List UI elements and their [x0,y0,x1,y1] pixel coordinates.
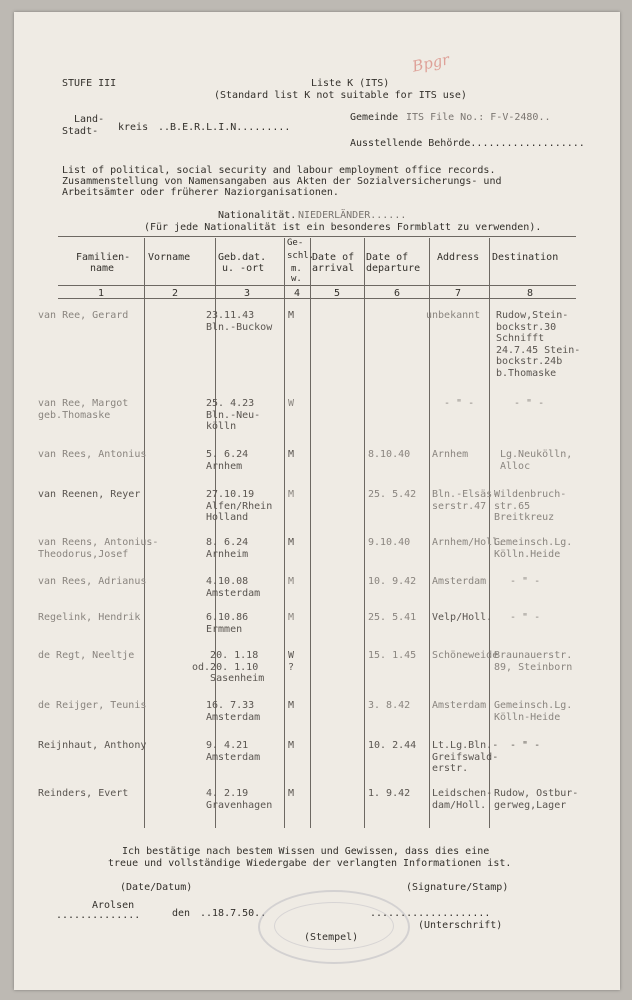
row-9-geschlecht: M [288,700,295,711]
col-number-7: 7 [455,288,462,299]
row-1-familienname: van Ree, Gerard [38,310,129,321]
row-8-geschlecht: W ? [288,650,295,673]
signature-dotted-line: .................... [370,908,491,919]
col-arrival-header: Date of [312,252,355,263]
row-5-departure: 9.10.40 [368,537,411,548]
row-7-familienname: Regelink, Hendrik [38,612,141,623]
row-3-destination: Lg.Neukölln, Alloc [500,449,573,472]
handwritten-annotation: Bpgr [410,50,451,76]
row-9-geburt: 16. 7.33 Amsterdam [206,700,261,723]
row-10-address: Lt.Lg.Bln.- Greifswald- erstr. [432,740,499,774]
col-geschlecht-header-4: w. [291,274,302,284]
gemeinde-value: ITS File No.: F-V-2480.. [406,112,551,123]
row-5-geschlecht: M [288,537,295,548]
col-departure-header-2: departure [366,263,421,274]
declaration-line-1: Ich bestätige nach bestem Wissen und Gewissen, dass dies eine [122,846,490,857]
row-3-geschlecht: M [288,449,295,460]
stadt-label: Stadt- [62,126,99,137]
col-number-2: 2 [172,288,179,299]
row-10-geschlecht: M [288,740,295,751]
row-5-destination: Gemeinsch.Lg. Kölln.Heide [494,537,573,560]
col-number-8: 8 [527,288,534,299]
row-8-geburt: 20. 1.18 od.20. 1.10 Sasenheim [192,650,265,684]
document-sheet [14,12,620,990]
row-8-address: Schöneweide [432,650,499,661]
row-1-destination: Rudow,Stein- bockstr.30 Schnifft 24.7.45 Stein- bockstr.24b b.Thomaske [496,310,581,379]
list-title: Liste K (ITS) [311,78,390,89]
row-4-address: Bln.-Elsäs- serstr.47 [432,489,499,512]
col-geschlecht-header-2: schl. [287,251,315,261]
col-familienname-header-2: name [90,263,115,274]
row-11-geschlecht: M [288,788,295,799]
stufe-label: STUFE III [62,78,117,89]
faded-stamp [258,890,410,964]
land-label: Land- [74,114,105,125]
place-value: Arolsen [92,900,135,911]
row-7-address: Velp/Holl. [432,612,493,623]
table-top-rule [58,236,576,237]
row-11-address: Leidschen- dam/Holl. [432,788,493,811]
col-number-3: 3 [244,288,251,299]
nationalitaet-note: (Für jede Nationalität ist ein besonderes Formblatt zu verwenden). [144,222,542,233]
row-8-destination: Braunauerstr. 89, Steinborn [494,650,573,673]
stempel-label: (Stempel) [304,932,359,943]
col-arrival-header-2: arrival [312,263,355,274]
col-geschlecht-header-3: m. [291,264,302,274]
row-9-destination: Gemeinsch.Lg. Kölln-Heide [494,700,573,723]
declaration-line-2: treue und vollständige Wiedergabe der verlangten Informationen ist. [108,858,512,869]
den-label: den [172,908,191,919]
row-3-departure: 8.10.40 [368,449,411,460]
col-number-1: 1 [98,288,105,299]
place-dotted-line: .............. [56,910,141,921]
col-number-6: 6 [394,288,401,299]
row-4-familienname: van Reenen, Reyer [38,489,141,500]
col-destination-header: Destination [492,252,559,263]
gemeinde-label: Gemeinde [350,112,399,123]
table-number-rule [58,285,576,286]
row-10-familienname: Reijnhaut, Anthony [38,740,147,751]
col-familienname-header: Familien- [76,252,131,263]
list-subtitle: (Standard list K not suitable for ITS use) [214,90,467,101]
row-4-geburt: 27.10.19 Alfen/Rhein Holland [206,489,273,523]
row-5-address: Arnhem/Holl. [432,537,505,548]
row-11-destination: Rudow, Ostbur- gerweg,Lager [494,788,579,811]
kreis-value: ..B.E.R.L.I.N......... [158,122,291,133]
signature-stamp-label: (Signature/Stamp) [406,882,509,893]
row-1-address: unbekannt [426,310,481,321]
row-4-departure: 25. 5.42 [368,489,417,500]
col-geburt-header-2: u. -ort [222,263,265,274]
row-6-destination: - " - [510,576,541,587]
row-3-address: Arnhem [432,449,469,460]
row-11-departure: 1. 9.42 [368,788,411,799]
col-number-4: 4 [294,288,301,299]
row-11-geburt: 4. 2.19 Gravenhagen [206,788,273,811]
row-1-geschlecht: M [288,310,295,321]
row-5-geburt: 8. 6.24 Arnheim [206,537,249,560]
description-line-1: List of political, social security and labour employment office records. [62,165,496,176]
row-6-geschlecht: M [288,576,295,587]
table-header-rule [58,298,576,299]
unterschrift-label: (Unterschrift) [418,920,503,931]
kreis-label: kreis [118,122,149,133]
row-3-geburt: 5. 6.24 Arnhem [206,449,249,472]
col-geschlecht-header: Ge- [287,238,304,248]
col-address-header: Address [437,252,480,263]
row-2-geschlecht: W [288,398,295,409]
description-line-2: Zusammenstellung von Namensangaben aus Akten der Sozialversicherungs- und [62,176,502,187]
row-6-address: Amsterdam [432,576,487,587]
row-2-destination: - " - [514,398,545,409]
row-6-geburt: 4.10.08 Amsterdam [206,576,261,599]
row-4-geschlecht: M [288,489,295,500]
row-5-familienname: van Reens, Antonius- Theodorus,Josef [38,537,159,560]
row-10-departure: 10. 2.44 [368,740,417,751]
row-9-address: Amsterdam [432,700,487,711]
ausstellende-behoerde-label: Ausstellende Behörde................... [350,138,585,149]
col-vorname-header: Vorname [148,252,191,263]
row-6-familienname: van Rees, Adrianus [38,576,147,587]
nationalitaet-label: Nationalität. [218,210,297,221]
date-value: ..18.7.50.. [200,908,267,919]
row-10-destination: - " - [510,740,541,751]
row-7-destination: - " - [510,612,541,623]
col-number-5: 5 [334,288,341,299]
row-7-departure: 25. 5.41 [368,612,417,623]
row-1-geburt: 23.11.43 Bln.-Buckow [206,310,273,333]
col-geburt-header: Geb.dat. [218,252,267,263]
date-label: (Date/Datum) [120,882,193,893]
row-8-departure: 15. 1.45 [368,650,417,661]
row-2-geburt: 25. 4.23 Bln.-Neu- kölln [206,398,261,432]
row-6-departure: 10. 9.42 [368,576,417,587]
row-9-departure: 3. 8.42 [368,700,411,711]
nationalitaet-value: NIEDERLÄNDER...... [298,210,407,221]
description-line-3: Arbeitsämter oder früherer Naziorganisationen. [62,187,339,198]
row-8-familienname: de Regt, Neeltje [38,650,135,661]
col-departure-header: Date of [366,252,409,263]
row-7-geburt: 6.10.86 Ermmen [206,612,249,635]
row-3-familienname: van Rees, Antonius [38,449,147,460]
row-10-geburt: 9. 4.21 Amsterdam [206,740,261,763]
row-7-geschlecht: M [288,612,295,623]
row-2-address: - " - [444,398,475,409]
row-9-familienname: de Reijger, Teunis [38,700,147,711]
row-2-familienname: van Ree, Margot geb.Thomaske [38,398,129,421]
row-11-familienname: Reinders, Evert [38,788,129,799]
row-4-destination: Wildenbruch- str.65 Breitkreuz [494,489,567,523]
